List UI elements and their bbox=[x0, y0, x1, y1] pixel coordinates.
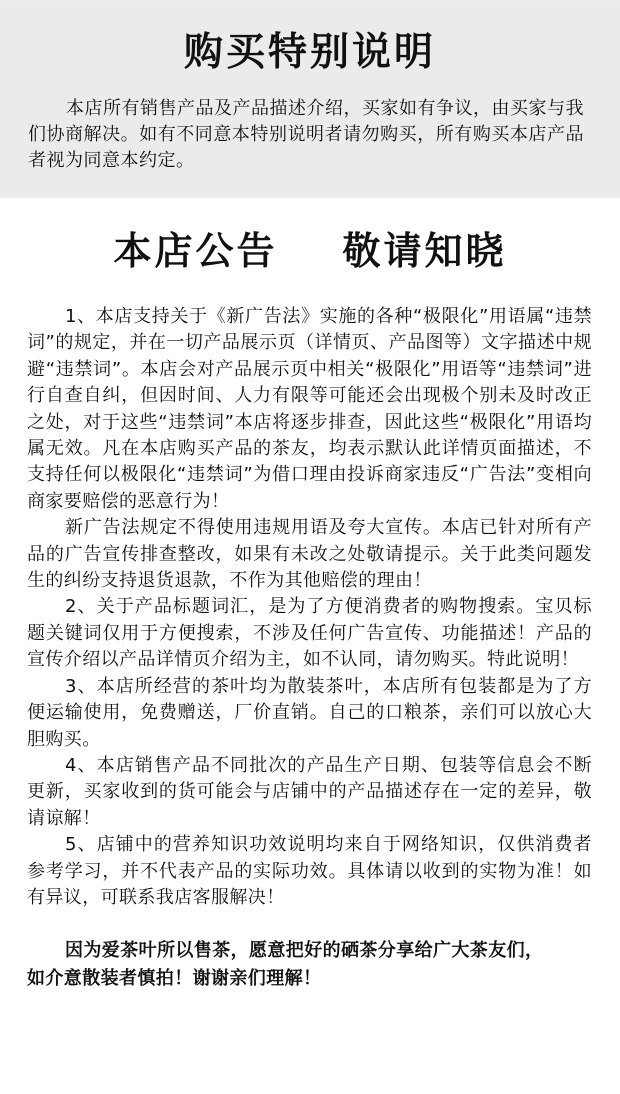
announcement-paragraph-3: 3、本店所经营的茶叶均为散装茶叶，本店所有包装都是为了方便运输使用，免费赠送，厂价直销。自己的口粮茶，亲们可以放心大胆购买。 bbox=[27, 675, 592, 750]
purchase-notice-title: 购买特别说明 bbox=[183, 30, 436, 75]
closing-line-1: 因为爱茶叶所以售茶，愿意把好的硒茶分享给广大茶友们， bbox=[65, 940, 544, 962]
announcement-paragraph-1: 1、本店支持关于《新广告法》实施的各种“极限化”用语属“违禁词”的规定，并在一切产品展示页（详情页、产品图等）文字描述中规避“违禁词”。本店会对产品展示页中相关“极限化”用语等“违禁词”进行自查自纠，但因时间、人力有限等可能还会出现极个别未及时改正之处，对于这些“违禁词”本店将逐步排查，因此这些“极限化”用语均属无效。凡在本店购买产品的茶友，均表示默认此详情页面描述，不支持任何以极限化“违禁词”为借口理由投诉商家违反“广告法”变相向商家要赔偿的恶意行为！ bbox=[27, 306, 592, 512]
announcement-paragraph-4: 4、本店销售产品不同批次的产品生产日期、包装等信息会不断更新，买家收到的货可能会与店铺中的产品描述存在一定的差异，敬请谅解！ bbox=[27, 754, 592, 829]
closing-line-2: 如介意散装者慎拍！谢谢亲们理解！ bbox=[27, 968, 322, 990]
closing-statement bbox=[27, 937, 592, 993]
announcement-body bbox=[27, 304, 592, 911]
announcement-paragraph-ad-law: 新广告法规定不得使用违规用语及夸大宣传。本店已针对所有产品的广告宣传排查整改，如果有未改之处敬请提示。关于此类问题发生的纠纷支持退货退款，不作为其他赔偿的理由！ bbox=[27, 517, 592, 592]
store-announcement-title: 本店公告 敬请知晓 bbox=[113, 229, 507, 273]
announcement-paragraph-2: 2、关于产品标题词汇，是为了方便消费者的购物搜索。宝贝标题关键词仅用于方便搜索，不涉及任何广告宣传、功能描述！产品的宣传介绍以产品详情页介绍为主，如不认同，请勿购买。特此说明！ bbox=[27, 596, 592, 671]
store-announcement-section bbox=[0, 198, 620, 993]
announcement-paragraph-5: 5、店铺中的营养知识功效说明均来自于网络知识，仅供消费者参考学习，并不代表产品的实际功效。具体请以收到的实物为准！如有异议，可联系我店客服解决！ bbox=[27, 834, 592, 908]
purchase-notice-section bbox=[0, 6, 620, 198]
purchase-notice-text: 本店所有销售产品及产品描述介绍，买家如有争议，由买家与我们协商解决。如有不同意本特别说明者请勿购买，所有购买本店产品者视为同意本约定。 bbox=[28, 98, 584, 171]
